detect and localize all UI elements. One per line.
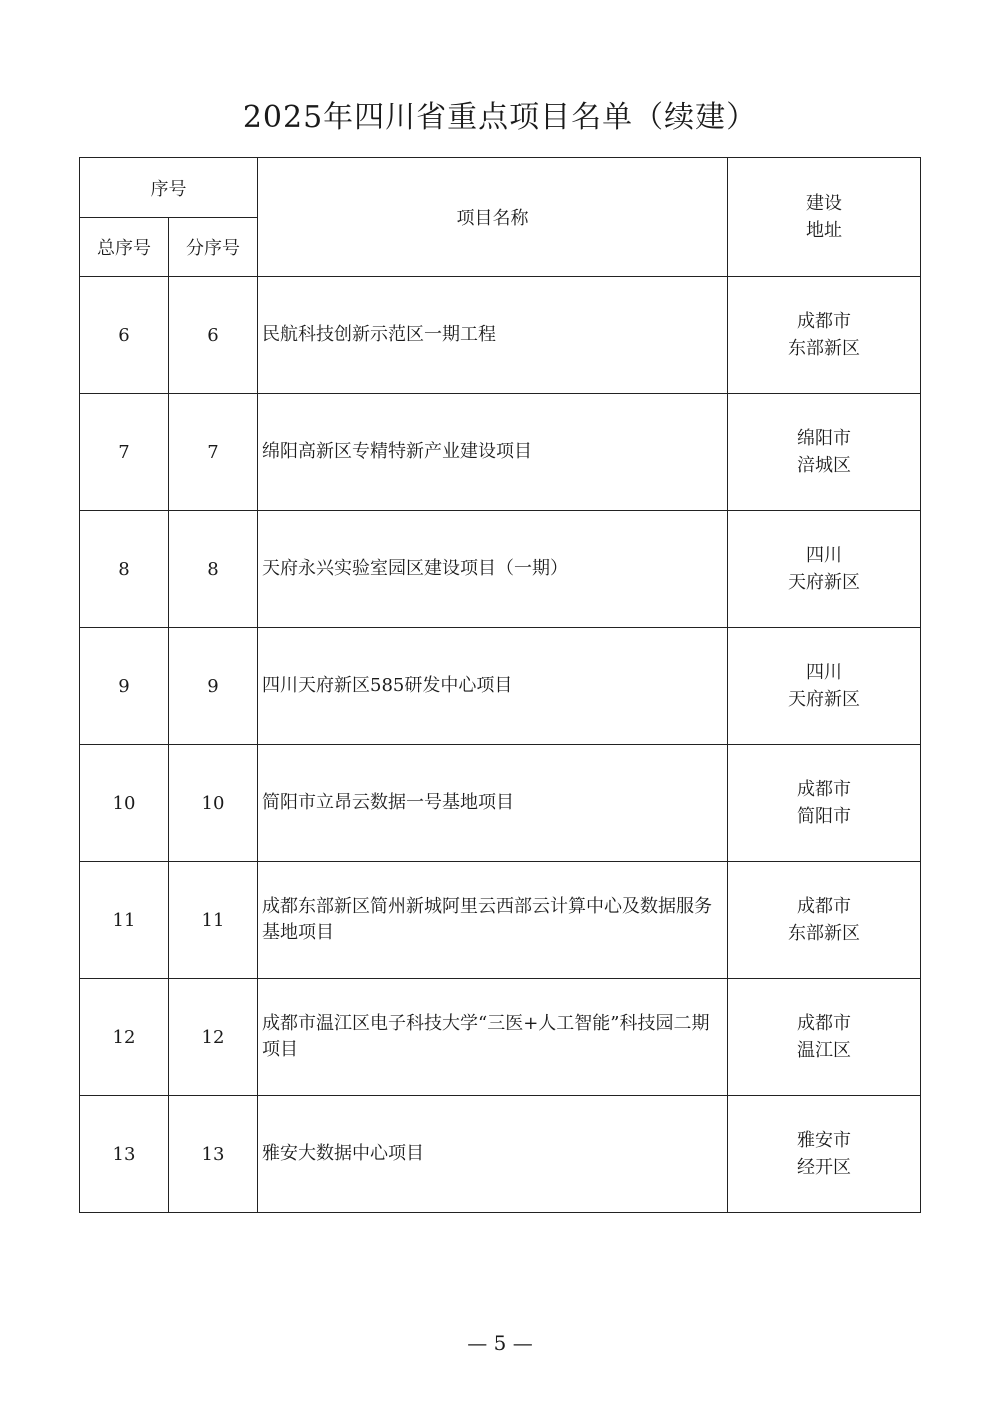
page-number: — 5 —	[467, 1331, 533, 1355]
table-row	[80, 745, 921, 862]
sub-serial-cell: 12	[169, 979, 258, 1096]
sub-serial-cell: 13	[169, 1096, 258, 1213]
location-cell	[728, 1096, 921, 1213]
sub-serial-cell: 6	[169, 277, 258, 394]
project-table	[79, 157, 921, 1213]
header-location	[728, 158, 921, 277]
project-name-cell: 成都市温江区电子科技大学“三医+人工智能”科技园二期项目	[258, 979, 728, 1096]
location-line2: 东部新区	[788, 338, 860, 359]
sub-serial-cell: 8	[169, 511, 258, 628]
table-row	[80, 628, 921, 745]
sub-serial-cell: 9	[169, 628, 258, 745]
total-serial-cell: 12	[80, 979, 169, 1096]
project-name-cell: 四川天府新区585研发中心项目	[258, 628, 728, 745]
project-name-cell: 绵阳高新区专精特新产业建设项目	[258, 394, 728, 511]
location-line2: 涪城区	[797, 455, 851, 476]
page-title: 2025年四川省重点项目名单（续建）	[242, 100, 758, 135]
header-serial-group: 序号	[80, 158, 258, 218]
header-sub-serial: 分序号	[169, 218, 258, 277]
project-name-cell: 雅安大数据中心项目	[258, 1096, 728, 1213]
location-line1: 雅安市	[797, 1130, 851, 1151]
total-serial-cell: 9	[80, 628, 169, 745]
location-cell	[728, 979, 921, 1096]
location-cell	[728, 628, 921, 745]
header-project-name: 项目名称	[258, 158, 728, 277]
project-name-cell: 成都东部新区简州新城阿里云西部云计算中心及数据服务基地项目	[258, 862, 728, 979]
sub-serial-cell: 11	[169, 862, 258, 979]
total-serial-cell: 10	[80, 745, 169, 862]
table-row	[80, 394, 921, 511]
header-total-serial: 总序号	[80, 218, 169, 277]
total-serial-cell: 11	[80, 862, 169, 979]
location-line2: 简阳市	[797, 806, 851, 827]
location-line2: 天府新区	[788, 689, 860, 710]
project-name-cell: 民航科技创新示范区一期工程	[258, 277, 728, 394]
header-location-line2: 地址	[806, 220, 842, 241]
location-line1: 成都市	[797, 1013, 851, 1034]
location-cell	[728, 394, 921, 511]
total-serial-cell: 8	[80, 511, 169, 628]
header-location-line1: 建设	[806, 193, 842, 214]
table-row	[80, 862, 921, 979]
table-row	[80, 979, 921, 1096]
total-serial-cell: 6	[80, 277, 169, 394]
table-row	[80, 277, 921, 394]
location-cell	[728, 277, 921, 394]
location-line1: 绵阳市	[797, 428, 851, 449]
location-cell	[728, 511, 921, 628]
location-line1: 成都市	[797, 896, 851, 917]
project-name-cell: 简阳市立昂云数据一号基地项目	[258, 745, 728, 862]
location-line1: 四川	[806, 545, 842, 566]
table-row	[80, 511, 921, 628]
location-line2: 温江区	[797, 1040, 851, 1061]
table-row	[80, 1096, 921, 1213]
sub-serial-cell: 10	[169, 745, 258, 862]
sub-serial-cell: 7	[169, 394, 258, 511]
location-line1: 四川	[806, 662, 842, 683]
location-cell	[728, 745, 921, 862]
total-serial-cell: 13	[80, 1096, 169, 1213]
total-serial-cell: 7	[80, 394, 169, 511]
location-line1: 成都市	[797, 779, 851, 800]
location-line2: 经开区	[797, 1157, 851, 1178]
location-line2: 天府新区	[788, 572, 860, 593]
location-line1: 成都市	[797, 311, 851, 332]
location-line2: 东部新区	[788, 923, 860, 944]
location-cell	[728, 862, 921, 979]
project-name-cell: 天府永兴实验室园区建设项目（一期）	[258, 511, 728, 628]
